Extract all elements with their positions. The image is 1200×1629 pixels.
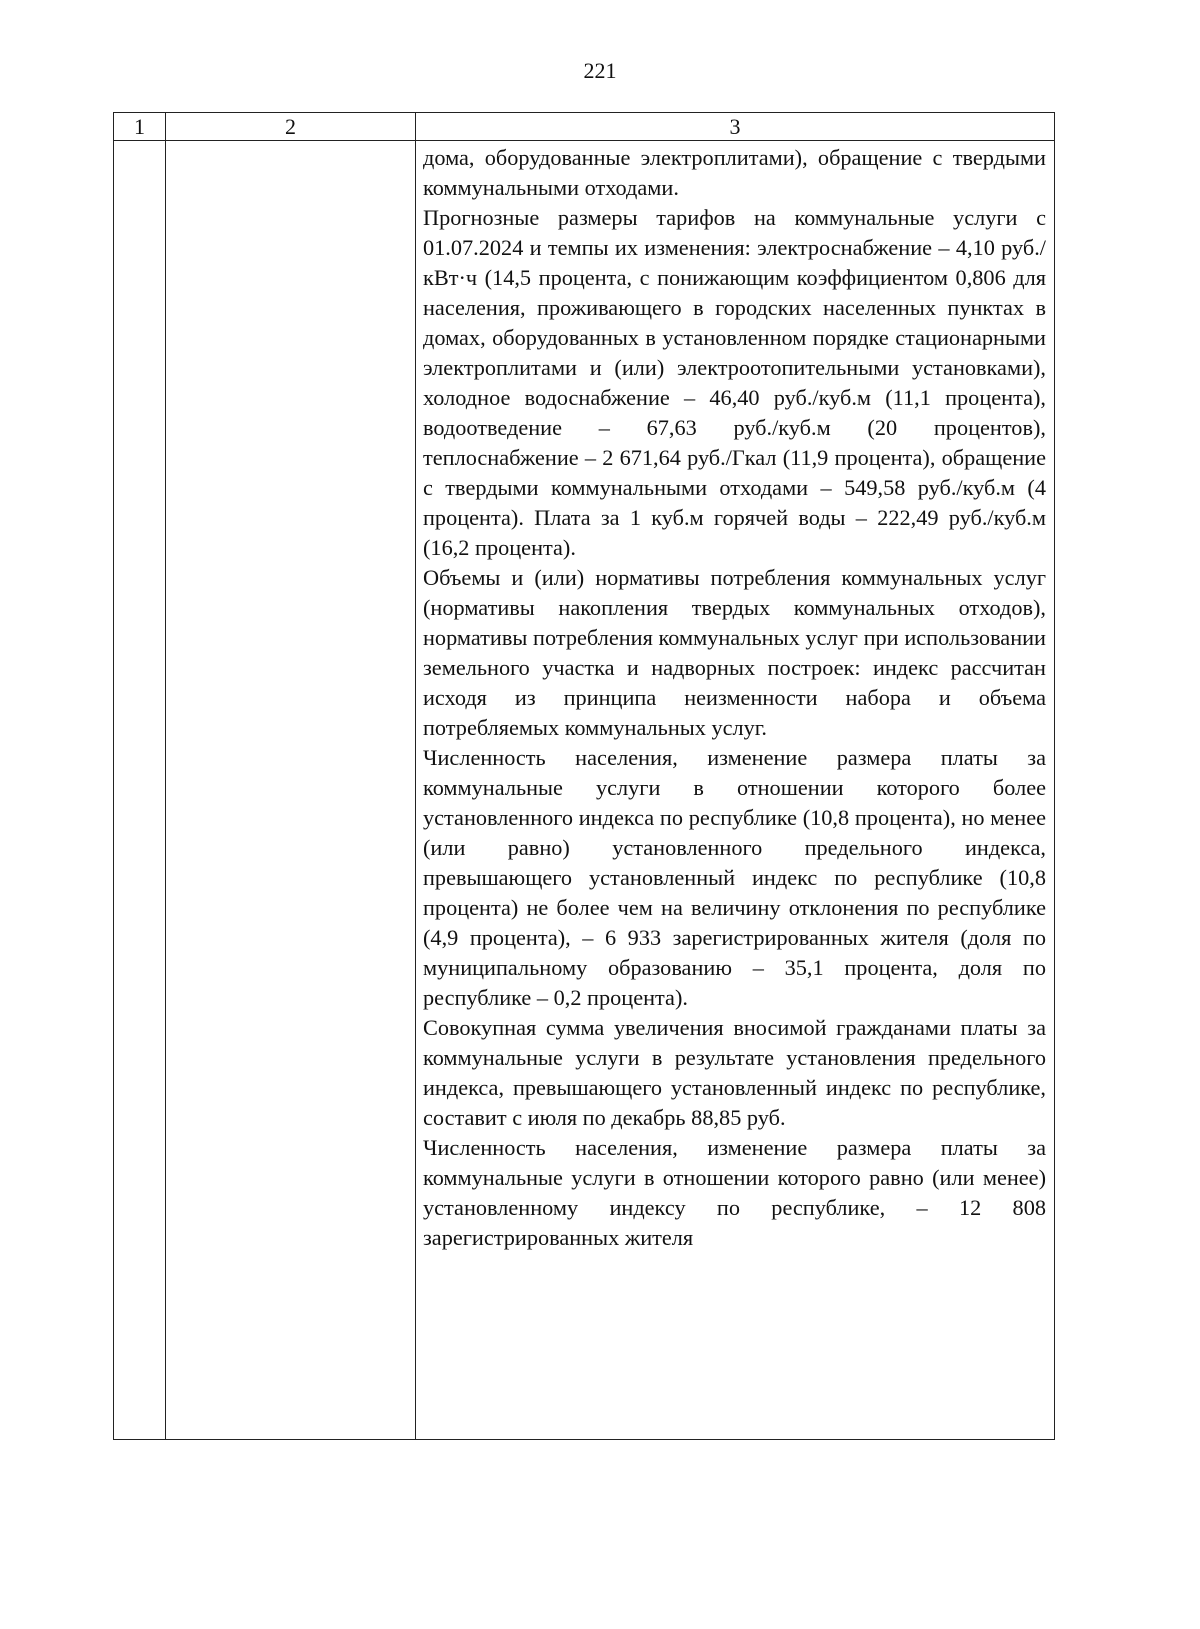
column-header-3: 3 (416, 113, 1055, 141)
paragraph-total-increase: Совокупная сумма увеличения вносимой гражданами платы за коммунальные услуги в результате установления предельного индекса, превышающего установленный индекс по республике, составит с июля по декабрь 88,85 руб. (423, 1015, 1046, 1130)
table-header-row (114, 113, 1055, 141)
cell-text-block (416, 141, 1054, 1253)
paragraph-consumption-norms: Объемы и (или) нормативы потребления коммунальных услуг (нормативы накопления твердых коммунальных отходов), нормативы потребления коммунальных услуг при использовании земельного участка и надворных построек: индекс рассчитан исходя из принципа неизменности набора и объема потребляемых коммунальных услуг. (423, 565, 1046, 740)
table-row (114, 141, 1055, 1440)
paragraph-population-within-index: Численность населения, изменение размера платы за коммунальные услуги в отношении которого равно (или менее) установленному индексу по республике, – 12 808 зарегистрированных жителя (423, 1135, 1046, 1250)
paragraph-population-above-index: Численность населения, изменение размера платы за коммунальные услуги в отношении которого более установленного индекса по республике (10,8 процента), но менее (или равно) установленного предельного индекса, превышающего установленный индекс по республике (10,8 процента) не более чем на величину отклонения по республике (4,9 процента), – 6 933 зарегистрированных жителя (доля по муниципальному образованию – 35,1 процента, доля по республике – 0,2 процента). (423, 745, 1046, 1010)
paragraph-tariffs: Прогнозные размеры тарифов на коммунальные услуги с 01.07.2024 и темпы их изменения: электроснабжение – 4,10 руб./кВт·ч (14,5 процента, с понижающим коэффициентом 0,806 для населения, проживающего в городских населенных пунктах в домах, оборудованных в установленном порядке стационарными электроплитами и (или) электроотопительными установками), холодное водоснабжение – 46,40 руб./куб.м (11,1 процента), водоотведение – 67,63 руб./куб.м (20 процентов), теплоснабжение – 2 671,64 руб./Гкал (11,9 процента), обращение с твердыми коммунальными отходами – 549,58 руб./куб.м (4 процента). Плата за 1 куб.м горячей воды – 222,49 руб./куб.м (16,2 процента). (423, 205, 1046, 560)
document-table (113, 112, 1055, 1440)
page-number: 221 (583, 58, 617, 83)
table-cell-column-3 (416, 141, 1055, 1440)
table-cell-column-2 (166, 141, 416, 1440)
table-cell-column-1 (114, 141, 166, 1440)
paragraph-continuation: дома, оборудованные электроплитами), обращение с твердыми коммунальными отходами. (423, 145, 1046, 200)
column-header-2: 2 (166, 113, 416, 141)
column-header-1: 1 (114, 113, 166, 141)
